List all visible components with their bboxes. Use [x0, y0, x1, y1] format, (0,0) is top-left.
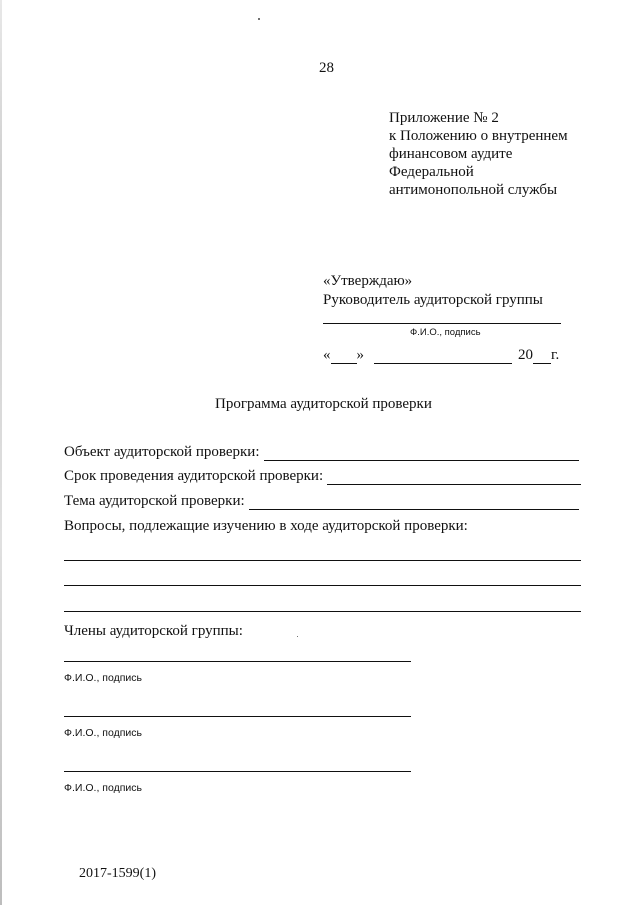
date-month-blank [374, 349, 512, 364]
document-title: Программа аудиторской проверки [215, 396, 432, 412]
date-open-quote: « [323, 347, 331, 363]
appendix-line-5: антимонопольной службы [389, 182, 558, 198]
approval-date-row [323, 346, 559, 364]
approver-title: Руководитель аудиторской группы [323, 292, 543, 308]
appendix-block [389, 109, 568, 199]
member-signature-line [64, 661, 411, 662]
date-close-quote: » [356, 347, 364, 363]
appendix-line-1: Приложение № 2 [389, 110, 499, 126]
topic-label: Тема аудиторской проверки: [64, 493, 245, 509]
date-year-prefix: 20 [518, 347, 533, 363]
date-year-suffix: г. [551, 347, 560, 363]
members-label: Члены аудиторской группы: [64, 623, 243, 639]
questions-blank-line [64, 560, 581, 561]
topic-field [64, 492, 579, 510]
questions-blank-line [64, 611, 581, 612]
scan-edge-shadow [0, 0, 2, 905]
approver-signature-line [323, 323, 561, 324]
approve-label: «Утверждаю» [323, 273, 413, 289]
topic-blank-line [249, 495, 579, 510]
member-signature-line [64, 716, 411, 717]
appendix-line-4: Федеральной [389, 164, 474, 180]
appendix-line-2: к Положению о внутреннем [389, 128, 568, 144]
object-label: Объект аудиторской проверки: [64, 444, 260, 460]
approver-fio-caption: Ф.И.О., подпись [410, 327, 481, 338]
member-fio-caption: Ф.И.О., подпись [64, 727, 142, 739]
object-field [64, 443, 579, 461]
scan-speck [297, 636, 298, 637]
date-day-blank [331, 349, 357, 364]
document-code: 2017-1599(1) [79, 866, 156, 881]
object-blank-line [264, 446, 580, 461]
date-year-blank [533, 349, 551, 364]
term-field [64, 467, 581, 485]
member-fio-caption: Ф.И.О., подпись [64, 672, 142, 684]
term-blank-line [327, 470, 581, 485]
member-fio-caption: Ф.И.О., подпись [64, 782, 142, 794]
scan-speck [258, 18, 260, 20]
questions-label: Вопросы, подлежащие изучению в ходе аудиторской проверки: [64, 518, 468, 534]
term-label: Срок проведения аудиторской проверки: [64, 468, 324, 484]
member-signature-line [64, 771, 411, 772]
appendix-line-3: финансовом аудите [389, 146, 513, 162]
questions-blank-line [64, 585, 581, 586]
page-number: 28 [319, 60, 334, 76]
